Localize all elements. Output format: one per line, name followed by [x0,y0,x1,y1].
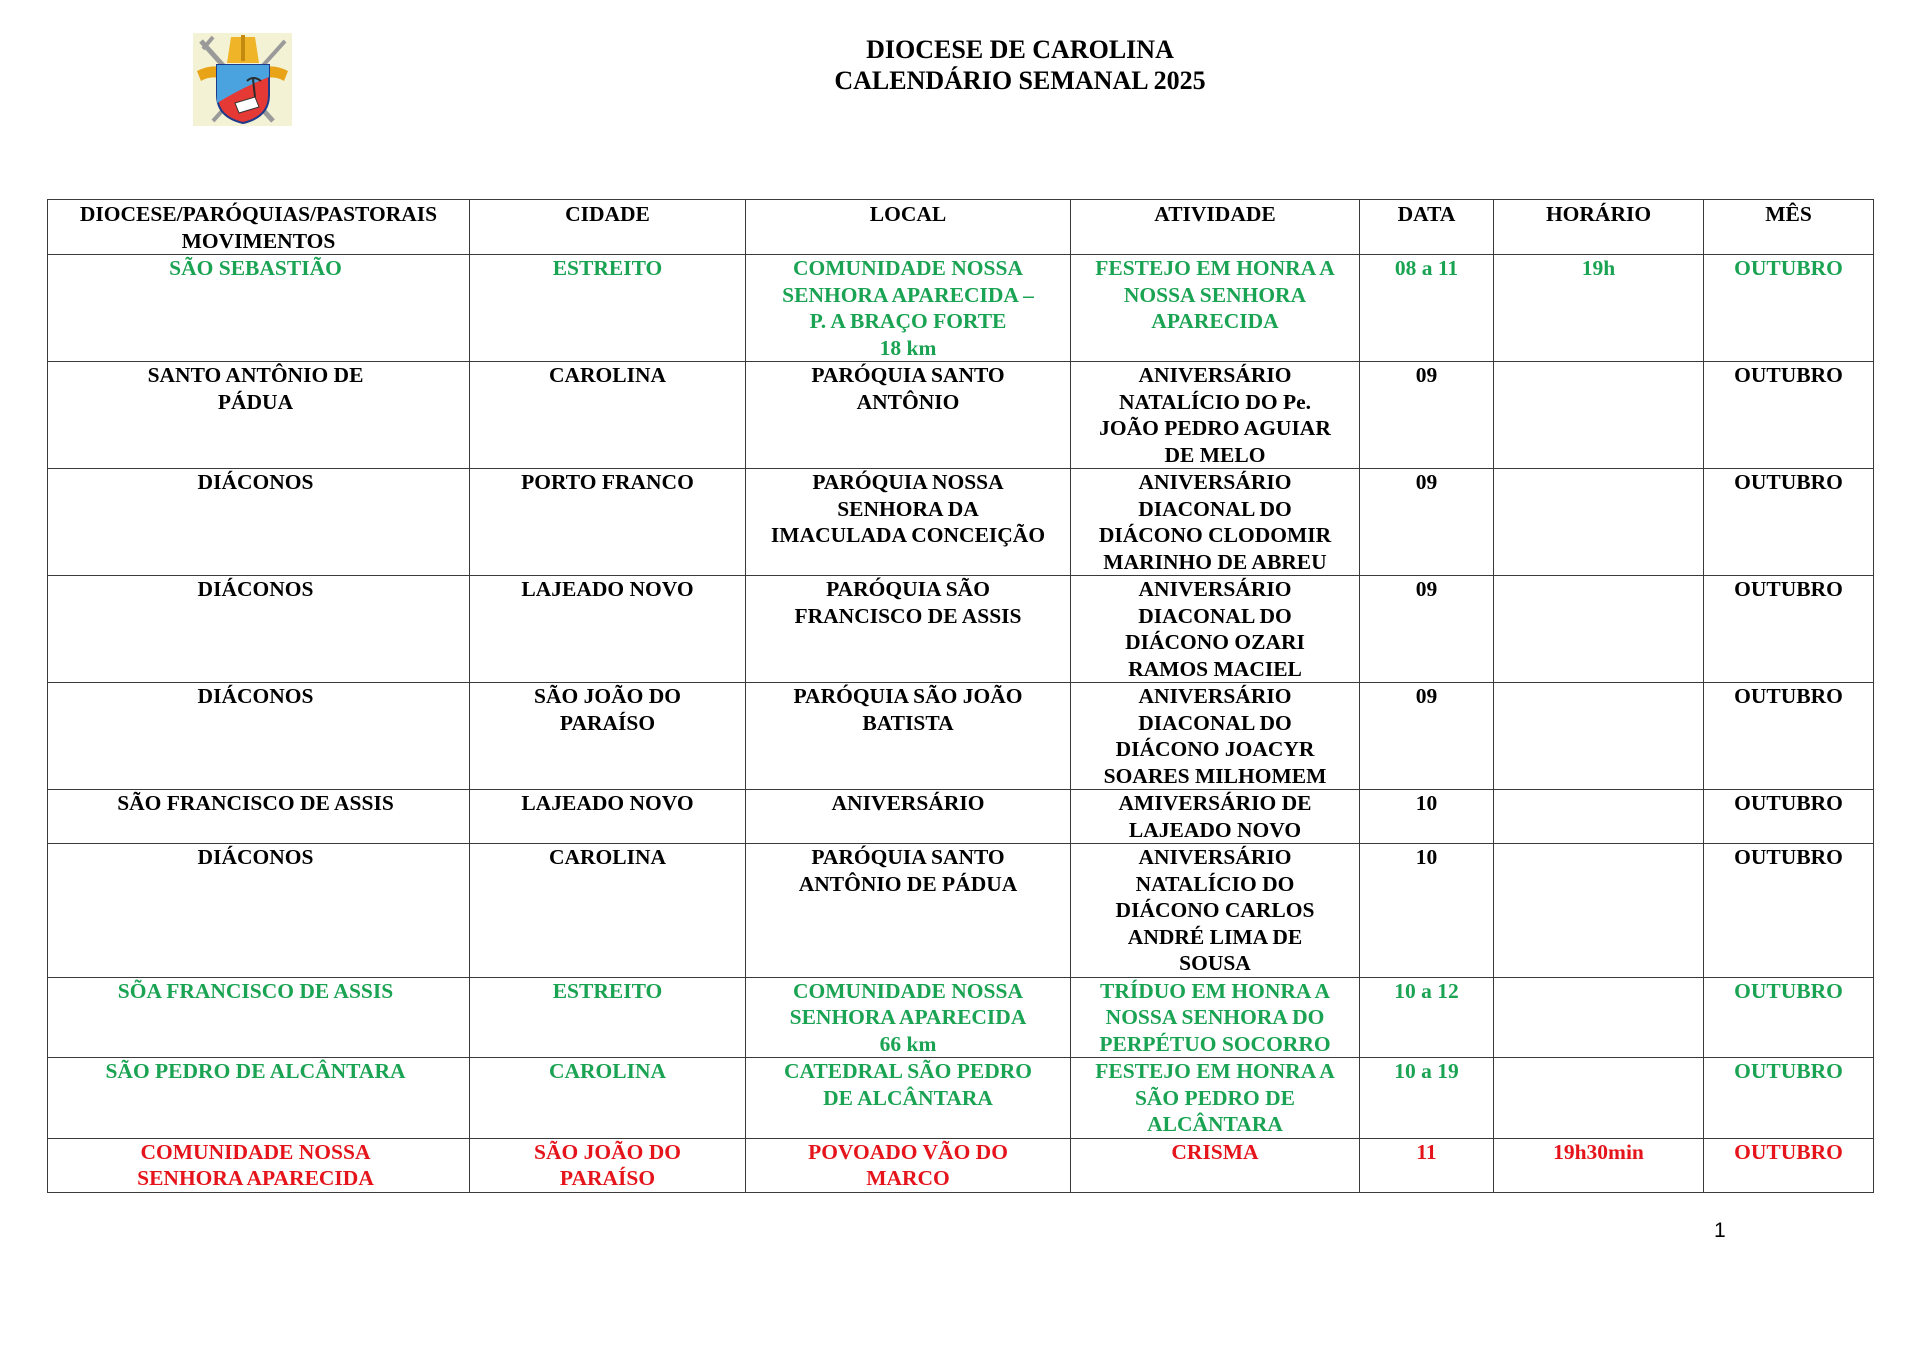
cell-text: PARÓQUIA SANTO [811,363,1005,387]
header-label: ATIVIDADE [1154,202,1276,226]
cell-local [746,362,1071,469]
cell-paroquia [48,790,470,844]
cell-text: DIÁCONO JOACYR [1115,737,1315,761]
cell-atividade [1071,255,1360,362]
cell-text: OUTUBRO [1734,256,1843,280]
cell-text: COMUNIDADE NOSSA [793,978,1023,1003]
header-label: CIDADE [565,202,650,226]
cell-text: DIÁCONOS [197,577,314,601]
cell-text: BATISTA [862,710,954,735]
cell-local [746,683,1071,790]
cell-text: PARÓQUIA SANTO [811,845,1005,869]
cell-mes [1704,576,1874,683]
cell-local [746,1138,1071,1192]
cell-text: SENHORA DA [837,496,979,521]
cell-text: SÃO PEDRO DE ALCÂNTARA [105,1059,406,1083]
cell-local [746,1058,1071,1139]
cell-data [1360,362,1494,469]
table-row [48,469,1874,576]
diocese-logo [193,33,292,126]
cell-atividade [1071,1058,1360,1139]
cell-cidade [470,790,746,844]
cell-text: LAJEADO NOVO [521,577,694,601]
header-mes [1704,200,1874,255]
cell-text: COMUNIDADE NOSSA [793,256,1023,280]
document-title [700,34,1340,96]
cell-text: OUTUBRO [1734,577,1843,601]
cell-atividade [1071,683,1360,790]
cell-mes [1704,362,1874,469]
cell-text: LAJEADO NOVO [521,791,694,815]
cell-text: PARAÍSO [559,1166,656,1190]
cell-horario [1494,469,1704,576]
header-local [746,200,1071,255]
cell-text: SÃO SEBASTIÃO [169,256,342,280]
cell-text: ESTREITO [552,978,663,1003]
cell-text: NATALÍCIO DO [1135,871,1295,896]
cell-text: 19h [1581,256,1616,280]
cell-horario [1494,977,1704,1058]
cell-text: OUTUBRO [1734,684,1843,708]
coat-of-arms-icon [193,33,292,126]
cell-data [1360,683,1494,790]
cell-text: DIÁCONO CLODOMIR [1098,523,1332,547]
table-row [48,255,1874,362]
cell-paroquia [48,1138,470,1192]
header-label: DIOCESE/PARÓQUIAS/PASTORAIS [79,202,438,226]
cell-text: 09 [1415,363,1438,387]
title-line-1: DIOCESE DE CAROLINA [866,35,1174,64]
cell-text: 10 [1415,791,1438,815]
cell-cidade [470,977,746,1058]
cell-data [1360,977,1494,1058]
cell-cidade [470,683,746,790]
cell-text: POVOADO VÃO DO [808,1139,1008,1164]
cell-local [746,844,1071,978]
cell-text: MARCO [866,1166,950,1190]
cell-text: DE ALCÂNTARA [823,1085,993,1110]
cell-text: NOSSA SENHORA [1123,282,1307,307]
cell-text: 10 a 12 [1394,978,1459,1003]
cell-data [1360,844,1494,978]
table-row [48,576,1874,683]
table-row [48,683,1874,790]
cell-text: DIÁCONOS [197,684,314,708]
cell-text: PORTO FRANCO [521,470,694,494]
cell-text: FRANCISCO DE ASSIS [794,603,1022,628]
cell-data [1360,469,1494,576]
cell-text: ANIVERSÁRIO [1138,845,1292,869]
table-row [48,1138,1874,1192]
cell-text: PARAÍSO [559,710,656,735]
cell-text: ANTÔNIO DE PÁDUA [798,871,1018,896]
cell-text: DIÁCONO OZARI [1125,630,1305,654]
cell-text: OUTUBRO [1734,978,1843,1003]
cell-text: SENHORA APARECIDA – [782,282,1034,307]
cell-local [746,790,1071,844]
cell-text: SANTO ANTÔNIO DE [147,363,364,387]
cell-text: RAMOS MACIEL [1128,656,1302,681]
cell-text: 19h30min [1553,1139,1644,1164]
cell-text: ALCÂNTARA [1147,1112,1283,1136]
cell-text: APARECIDA [1151,309,1279,333]
cell-horario [1494,790,1704,844]
header-label: LOCAL [869,202,947,226]
cell-text: LAJEADO NOVO [1128,817,1302,842]
cell-mes [1704,844,1874,978]
cell-text: MARINHO DE ABREU [1103,549,1327,574]
cell-text: NOSSA SENHORA DO [1105,1005,1325,1029]
cell-text: OUTUBRO [1734,363,1843,387]
cell-text: DIACONAL DO [1138,603,1292,628]
cell-atividade [1071,576,1360,683]
cell-paroquia [48,576,470,683]
cell-text: OUTUBRO [1734,791,1843,815]
cell-text: DIÁCONO CARLOS [1115,898,1315,922]
cell-text: 11 [1416,1139,1437,1164]
cell-text: DIACONAL DO [1138,710,1292,735]
header-label: DATA [1397,202,1456,226]
cell-cidade [470,1138,746,1192]
cell-text: 08 a 11 [1394,256,1459,280]
cell-atividade [1071,844,1360,978]
header-label: MÊS [1765,202,1812,226]
cell-mes [1704,1058,1874,1139]
cell-data [1360,790,1494,844]
cell-text: SÃO JOÃO DO [534,1139,681,1164]
cell-text: PÁDUA [217,389,294,414]
cell-text: ANTÔNIO [856,389,960,414]
header-cidade [470,200,746,255]
title-line-2: CALENDÁRIO SEMANAL 2025 [834,66,1206,95]
cell-local [746,977,1071,1058]
cell-paroquia [48,683,470,790]
table-row [48,1058,1874,1139]
cell-atividade [1071,977,1360,1058]
cell-atividade [1071,362,1360,469]
cell-local [746,255,1071,362]
cell-text: ANDRÉ LIMA DE [1127,924,1303,949]
cell-text: OUTUBRO [1734,845,1843,869]
cell-horario [1494,844,1704,978]
table-row [48,977,1874,1058]
cell-text: SOARES MILHOMEM [1103,763,1327,788]
weekly-calendar-table [47,199,1874,1193]
cell-cidade [470,469,746,576]
cell-cidade [470,576,746,683]
header-data [1360,200,1494,255]
cell-text: PARÓQUIA NOSSA [812,470,1004,494]
header-label: HORÁRIO [1545,202,1652,226]
cell-text: ANIVERSÁRIO [1138,363,1292,387]
header-label: MOVIMENTOS [181,228,336,253]
cell-horario [1494,576,1704,683]
cell-text: SÃO JOÃO DO [534,684,681,708]
cell-cidade [470,844,746,978]
cell-text: ANIVERSÁRIO [831,791,985,815]
cell-text: FESTEJO EM HONRA A [1095,1059,1335,1083]
cell-horario [1494,362,1704,469]
cell-paroquia [48,977,470,1058]
cell-text: COMUNIDADE NOSSA [140,1139,371,1164]
cell-text: NATALÍCIO DO Pe. [1118,389,1312,414]
cell-text: SÃO FRANCISCO DE ASSIS [117,791,394,815]
table-row [48,844,1874,978]
cell-cidade [470,1058,746,1139]
cell-horario [1494,683,1704,790]
cell-horario [1494,255,1704,362]
cell-text: TRÍDUO EM HONRA A [1100,978,1330,1003]
header-horario [1494,200,1704,255]
cell-text: PARÓQUIA SÃO [826,577,990,601]
cell-text: OUTUBRO [1734,470,1843,494]
cell-text: ANIVERSÁRIO [1138,684,1292,708]
cell-data [1360,576,1494,683]
cell-mes [1704,683,1874,790]
cell-text: SOUSA [1179,951,1251,975]
cell-text: SÃO PEDRO DE [1134,1085,1296,1110]
cell-text: OUTUBRO [1734,1059,1843,1083]
cell-text: CAROLINA [548,1059,667,1083]
cell-text: DIÁCONOS [197,845,314,869]
cell-data [1360,1058,1494,1139]
cell-text: 09 [1415,577,1438,601]
cell-text: 10 [1415,845,1438,869]
cell-text: CAROLINA [548,363,667,387]
cell-cidade [470,362,746,469]
cell-mes [1704,977,1874,1058]
cell-atividade [1071,469,1360,576]
cell-local [746,576,1071,683]
cell-paroquia [48,362,470,469]
cell-text: DE MELO [1164,442,1266,467]
header-atividade [1071,200,1360,255]
cell-text: AMIVERSÁRIO DE [1118,791,1312,815]
cell-mes [1704,790,1874,844]
cell-text: SÕA FRANCISCO DE ASSIS [117,978,394,1003]
header-diocese-paroquias [48,200,470,255]
cell-text: FESTEJO EM HONRA A [1095,256,1335,280]
cell-text: 66 km [879,1031,937,1056]
cell-text: DIÁCONOS [197,470,314,494]
cell-data [1360,255,1494,362]
cell-atividade [1071,1138,1360,1192]
cell-text: JOÃO PEDRO AGUIAR [1099,416,1331,440]
cell-text: 18 km [879,335,937,360]
cell-text: CRISMA [1171,1139,1259,1164]
cell-text: DIACONAL DO [1138,496,1292,521]
cell-data [1360,1138,1494,1192]
cell-mes [1704,1138,1874,1192]
cell-text: IMACULADA CONCEIÇÃO [770,523,1046,547]
table-header-row [48,200,1874,255]
cell-text: ANIVERSÁRIO [1138,577,1292,601]
cell-atividade [1071,790,1360,844]
table-row [48,362,1874,469]
cell-local [746,469,1071,576]
page-number: 1 [1714,1219,1726,1242]
cell-text: ESTREITO [552,256,663,280]
cell-text: SENHORA APARECIDA [137,1166,374,1190]
cell-paroquia [48,844,470,978]
cell-text: PARÓQUIA SÃO JOÃO [793,684,1023,708]
cell-text: P. A BRAÇO FORTE [809,309,1007,333]
cell-horario [1494,1138,1704,1192]
cell-paroquia [48,469,470,576]
cell-mes [1704,255,1874,362]
cell-cidade [470,255,746,362]
cell-horario [1494,1058,1704,1139]
cell-text: 09 [1415,470,1438,494]
cell-text: ANIVERSÁRIO [1138,470,1292,494]
cell-text: OUTUBRO [1734,1139,1843,1164]
cell-paroquia [48,1058,470,1139]
cell-text: 10 a 19 [1394,1059,1459,1083]
cell-paroquia [48,255,470,362]
cell-text: SENHORA APARECIDA [789,1005,1027,1029]
table-row [48,790,1874,844]
cell-text: CAROLINA [548,845,667,869]
cell-text: CATEDRAL SÃO PEDRO [783,1059,1033,1083]
cell-mes [1704,469,1874,576]
cell-text: 09 [1415,684,1438,708]
cell-text: PERPÉTUO SOCORRO [1099,1031,1331,1056]
